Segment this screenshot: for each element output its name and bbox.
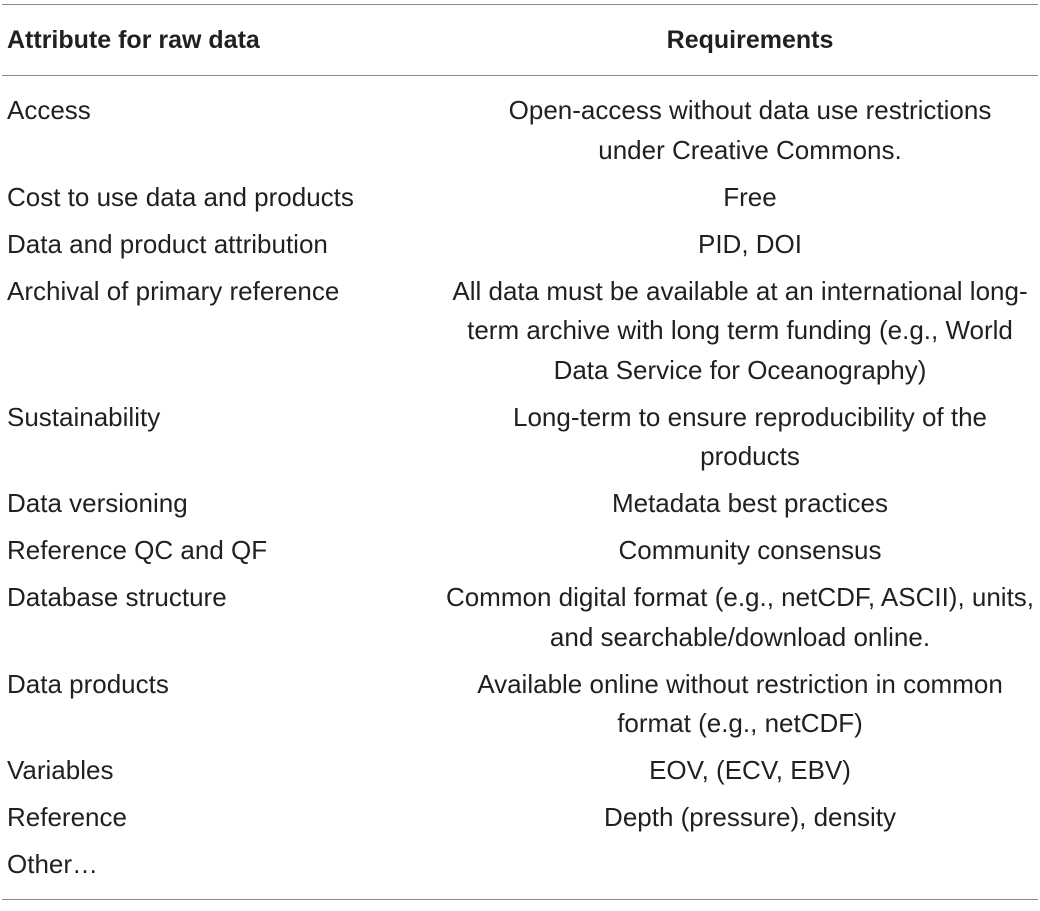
table-row: [2, 268, 1038, 394]
attribute-cell: Access: [7, 95, 91, 125]
attribute-cell: Reference: [7, 802, 127, 832]
requirement-cell: Metadata best practices: [611, 488, 889, 518]
table-row: [2, 76, 1038, 174]
attribute-cell: Data versioning: [7, 488, 188, 518]
attribute-cell: Data and product attribution: [7, 228, 328, 259]
requirement-cell: Long-term to ensure reproducibility of the products: [512, 401, 988, 471]
requirement-cell: Free: [723, 181, 777, 212]
table-row: [2, 174, 1038, 221]
requirement-cell: Depth (pressure), density: [604, 802, 896, 832]
attribute-cell: Other…: [7, 849, 99, 879]
table-row: [2, 574, 1038, 661]
table-row: [2, 841, 1038, 899]
header-row: [2, 5, 1038, 76]
requirement-cell: EOV, (ECV, EBV): [649, 755, 851, 785]
attribute-cell: Reference QC and QF: [7, 535, 268, 565]
table-row: [2, 527, 1038, 574]
requirement-cell: Community consensus: [618, 535, 882, 565]
header-attribute: Attribute for raw data: [7, 25, 260, 54]
requirement-cell: All data must be available at an international long-term archive with long term funding (e.g., World Data Service for Oceanography): [452, 275, 1028, 385]
attribute-cell: Cost to use data and products: [7, 181, 354, 212]
requirement-cell: [432, 841, 1038, 899]
requirements-table: [2, 4, 1038, 900]
table-row: [2, 394, 1038, 481]
attribute-cell: Sustainability: [7, 401, 161, 432]
attribute-cell: Data products: [7, 668, 169, 699]
table-row: [2, 794, 1038, 841]
attribute-cell: Variables: [7, 755, 114, 785]
header-requirements: Requirements: [666, 25, 834, 54]
table-body: [2, 76, 1038, 900]
requirement-cell: Open-access without data use restrictions under Creative Commons.: [508, 95, 992, 165]
requirement-cell: Available online without restriction in common format (e.g., netCDF): [477, 668, 1003, 738]
table-row: [2, 747, 1038, 794]
attribute-cell: Database structure: [7, 582, 227, 612]
requirement-cell: PID, DOI: [697, 228, 802, 259]
table-header: [2, 5, 1038, 76]
table-row: [2, 661, 1038, 748]
requirement-cell: Common digital format (e.g., netCDF, ASCII), units, and searchable/download online.: [445, 582, 1035, 652]
table-row: [2, 480, 1038, 527]
attribute-cell: Archival of primary reference: [7, 275, 340, 306]
table-row: [2, 221, 1038, 268]
